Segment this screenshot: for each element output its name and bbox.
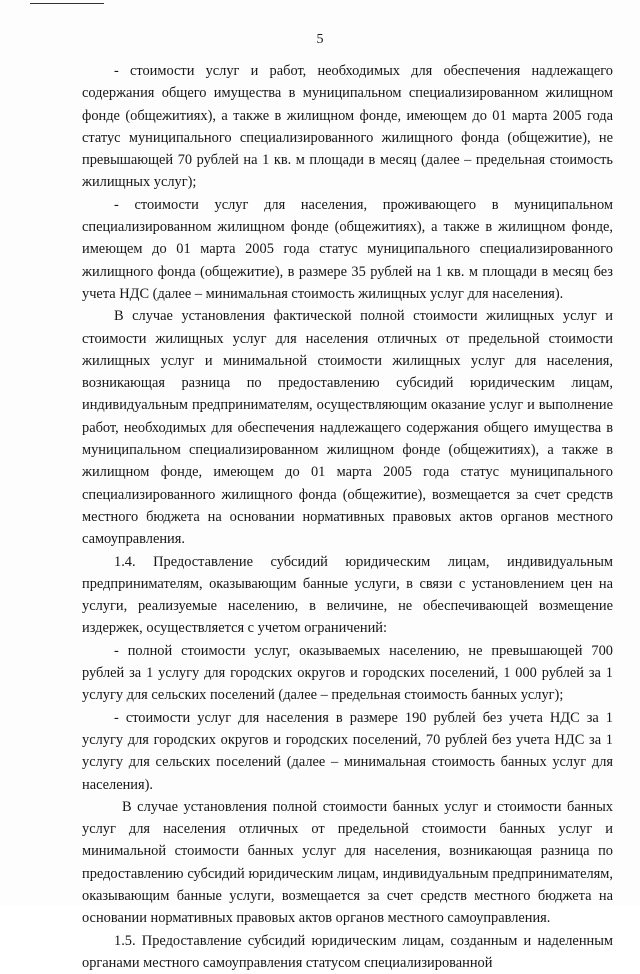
paragraph-section-1-4: 1.4. Предоставление субсидий юридическим лицам, индивидуальным предпринимателям, оказывающим банные услуги, в связи с установлением цен на услуги, реализуемые населению, в величине, не обеспечивающей возмещение издержек, осуществляется с учетом ограничений:	[82, 553, 613, 637]
document-body	[82, 60, 613, 974]
paragraph-housing-difference-compensation: В случае установления фактической полной стоимости жилищных услуг и стоимости жилищных услуг для населения отличных от предельной стоимости жилищных услуг и минимальной стоимости жилищных услуг для населения, возникающая разница по предоставлению субсидий юридическим лицам, индивидуальным предпринимателям, осуществляющим оказание услуг и выполнение работ, необходимых для обеспечения надлежащего содержания общего имущества в муниципальном специализированном жилищном фонде (общежитиях), а также в жилищном фонде, имеющем до 01 марта 2005 года статус муниципального специализированного жилищного фонда (общежитие), возмещается за счет средств местного бюджета на основании нормативных правовых актов органов местного самоуправления.	[82, 308, 613, 548]
page-number: 5	[316, 32, 324, 47]
paragraph-section-1-5: 1.5. Предоставление субсидий юридическим лицам, созданным и наделенным органами местного самоуправления статусом специализированной	[82, 932, 613, 971]
paragraph-bath-population-cost: - стоимости услуг для населения в размере 190 рублей без учета НДС за 1 услугу для городских округов и городских поселений, 70 рублей без учета НДС за 1 услугу для сельских поселений (далее – минимальная стоимость банных услуг для населения).	[82, 709, 613, 793]
paragraph-bath-full-cost: - полной стоимости услуг, оказываемых населению, не превышающей 700 рублей за 1 услугу для городских округов и городских поселений, 1 000 рублей за 1 услугу для сельских поселений (далее – предельная стоимость банных услуг);	[82, 642, 613, 704]
header-rule	[30, 3, 104, 4]
paragraph-bath-difference-compensation: В случае установления полной стоимости банных услуг и стоимости банных услуг для населения отличных от предельной стоимости банных услуг и минимальной стоимости банных услуг для населения, возникающая разница по предоставлению субсидий юридическим лицам, индивидуальным предпринимателям, оказывающим банные услуги, возмещается за счет средств местного бюджета на основании нормативных правовых актов органов местного самоуправления.	[82, 798, 613, 927]
paragraph-housing-population-cost: - стоимости услуг для населения, проживающего в муниципальном специализированном жилищном фонде (общежитиях), а также в жилищном фонде, имеющем до 01 марта 2005 года статус муниципального специализированного жилищного фонда (общежитие), в размере 35 рублей на 1 кв. м площади в месяц без учета НДС (далее – минимальная стоимость жилищных услуг для населения).	[82, 196, 613, 302]
paragraph-housing-services-cost: - стоимости услуг и работ, необходимых для обеспечения надлежащего содержания общего имущества в муниципальном специализированном жилищном фонде (общежитиях), а также в жилищном фонде, имеющем до 01 марта 2005 года статус муниципального специализированного жилищного фонда (общежитие), не превышающей 70 рублей на 1 кв. м площади в месяц (далее – предельная стоимость жилищных услуг);	[82, 63, 613, 191]
